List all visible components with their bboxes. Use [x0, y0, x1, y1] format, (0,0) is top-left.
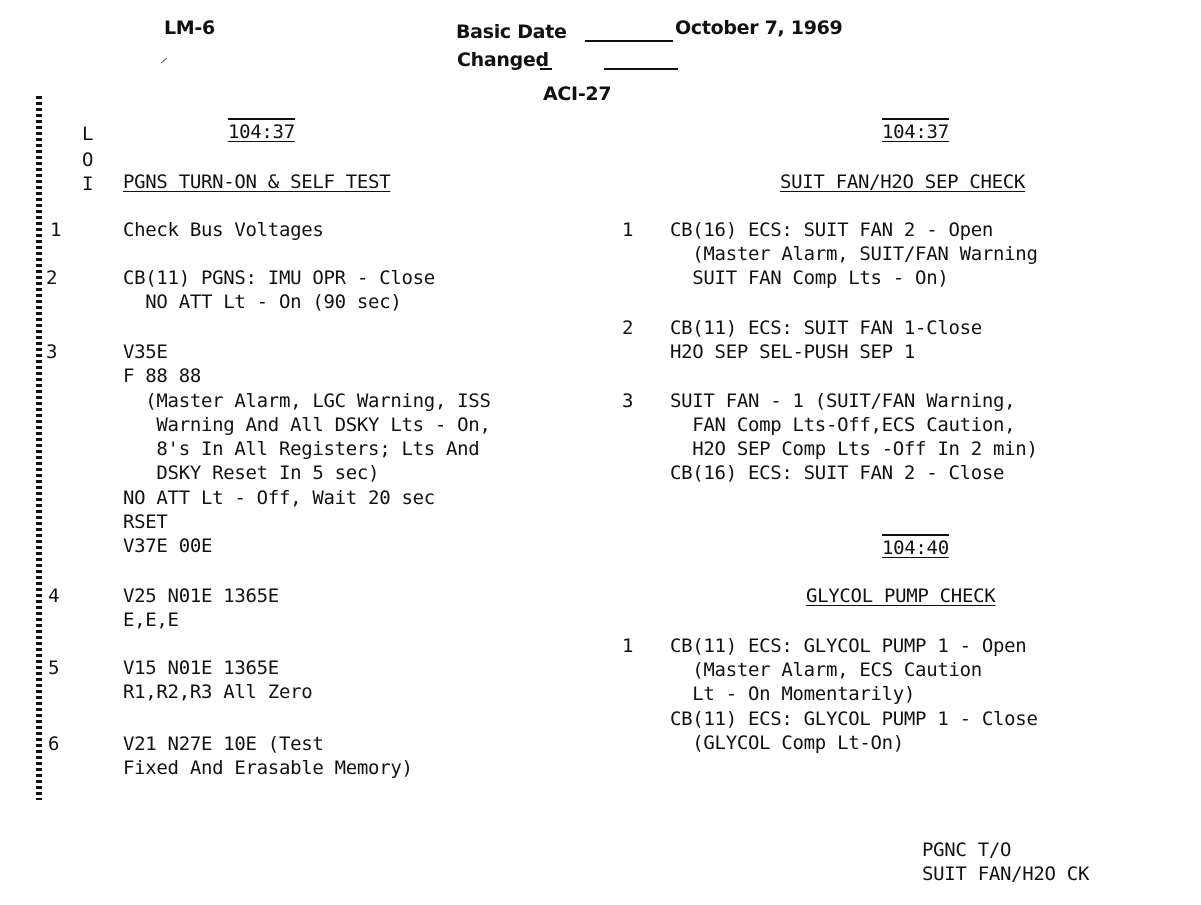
- left-step-line: Warning And All DSKY Lts - On,: [123, 414, 491, 436]
- left-step-line: V15 N01E 1365E: [123, 657, 279, 679]
- left-section-title: PGNS TURN-ON & SELF TEST: [123, 171, 391, 193]
- changed-label: Changed: [457, 49, 549, 71]
- right-step-line: H2O SEP SEL-PUSH SEP 1: [670, 341, 916, 363]
- right-step-number: 3: [622, 390, 634, 412]
- right-step-line: CB(16) ECS: SUIT FAN 2 - Close: [670, 462, 1005, 484]
- left-step-line: Fixed And Erasable Memory): [123, 757, 413, 779]
- left-step-number: 2: [46, 267, 58, 289]
- left-step-line: DSKY Reset In 5 sec): [123, 462, 380, 484]
- stray-mark: [161, 58, 168, 64]
- right-step-number: 2: [622, 317, 634, 339]
- left-step-line: R1,R2,R3 All Zero: [123, 681, 313, 703]
- right-step-number: 1: [622, 635, 634, 657]
- right-step-number: 1: [622, 219, 634, 241]
- left-step-line: NO ATT Lt - On (90 sec): [123, 291, 402, 313]
- basic-date-label: Basic Date: [456, 21, 567, 43]
- footer-line: SUIT FAN/H2O CK: [922, 863, 1090, 885]
- left-step-line: V25 N01E 1365E: [123, 585, 279, 607]
- left-step-number: 3: [46, 341, 58, 363]
- left-step-line: 8's In All Registers; Lts And: [123, 438, 480, 460]
- right-step-line: CB(11) ECS: GLYCOL PUMP 1 - Open: [670, 635, 1027, 657]
- left-step-line: F 88 88: [123, 365, 201, 387]
- loi-letter-l: L: [82, 123, 94, 145]
- right-step-line: SUIT FAN - 1 (SUIT/FAN Warning,: [670, 390, 1016, 412]
- binding-perforation: [36, 96, 42, 800]
- changed-blank-1: [540, 68, 552, 70]
- left-step-number: 5: [48, 657, 60, 679]
- left-step-line: V35E: [123, 341, 168, 363]
- right-step-line: (Master Alarm, SUIT/FAN Warning: [670, 243, 1038, 265]
- right-step-line: H2O SEP Comp Lts -Off In 2 min): [670, 438, 1038, 460]
- right-section-title-1: SUIT FAN/H2O SEP CHECK: [780, 171, 1026, 193]
- left-step-number: 1: [50, 219, 62, 241]
- left-step-line: RSET: [123, 511, 168, 533]
- footer-line: PGNC T/O: [922, 839, 1012, 861]
- left-step-number: 4: [48, 585, 60, 607]
- right-step-line: SUIT FAN Comp Lts - On): [670, 267, 949, 289]
- left-time: 104:37: [228, 118, 295, 144]
- right-time-1: 104:37: [882, 118, 949, 144]
- right-section-title-2: GLYCOL PUMP CHECK: [806, 585, 996, 607]
- right-step-line: CB(16) ECS: SUIT FAN 2 - Open: [670, 219, 994, 241]
- loi-letter-o: O: [82, 149, 94, 171]
- page-id: ACI-27: [543, 83, 612, 105]
- basic-date-value: October 7, 1969: [675, 17, 843, 39]
- left-step-number: 6: [48, 733, 60, 755]
- right-step-line: (Master Alarm, ECS Caution: [670, 659, 982, 681]
- right-step-line: Lt - On Momentarily): [670, 683, 916, 705]
- left-step-line: CB(11) PGNS: IMU OPR - Close: [123, 267, 435, 289]
- right-step-line: CB(11) ECS: SUIT FAN 1-Close: [670, 317, 982, 339]
- right-step-line: FAN Comp Lts-Off,ECS Caution,: [670, 414, 1016, 436]
- left-step-line: (Master Alarm, LGC Warning, ISS: [123, 390, 491, 412]
- left-step-line: E,E,E: [123, 609, 179, 631]
- changed-blank-2: [604, 68, 678, 70]
- doc-id: LM-6: [164, 17, 215, 39]
- left-step-line: Check Bus Voltages: [123, 219, 324, 241]
- right-step-line: (GLYCOL Comp Lt-On): [670, 732, 904, 754]
- left-step-line: NO ATT Lt - Off, Wait 20 sec: [123, 487, 435, 509]
- left-step-line: V21 N27E 10E (Test: [123, 733, 324, 755]
- loi-letter-i: I: [82, 173, 94, 195]
- basic-date-blank: [585, 40, 673, 42]
- left-step-line: V37E 00E: [123, 535, 213, 557]
- right-step-line: CB(11) ECS: GLYCOL PUMP 1 - Close: [670, 708, 1038, 730]
- right-time-2: 104:40: [882, 534, 949, 560]
